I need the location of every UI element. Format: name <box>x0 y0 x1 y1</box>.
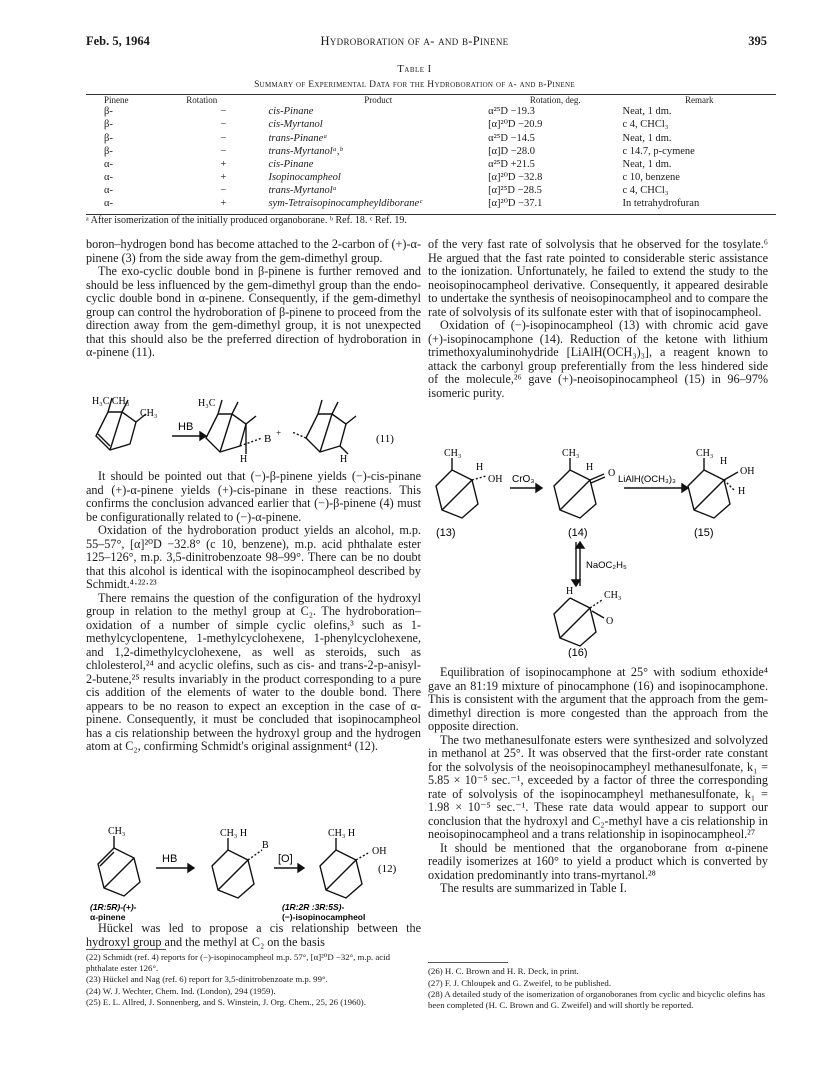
data-table <box>86 94 776 211</box>
table-cell: cis-Pinane <box>268 158 314 170</box>
table-cell: + <box>220 171 227 183</box>
table-header-row <box>86 94 776 106</box>
paragraph: Hückel was led to propose a cis relationship between the hydroxyl group and the methyl at C₂ on the basis <box>86 921 421 949</box>
table-cell: c 10, benzene <box>622 171 680 183</box>
col-header: Remark <box>685 95 714 105</box>
col-header: Rotation, deg. <box>529 95 581 105</box>
reagent-cro3: CrO₃ <box>512 474 535 485</box>
right-text-bottom <box>428 666 768 896</box>
label-plus: + <box>276 428 282 438</box>
label-oh-13: OH <box>488 474 503 485</box>
table-cell: cis-Myrtanol <box>268 119 323 131</box>
label-h-16: H <box>566 586 574 597</box>
table-cell: [α]²⁰D −20.9 <box>488 119 543 131</box>
label-oh: OH <box>372 846 387 857</box>
table-cell: cis-Pinane <box>268 106 314 118</box>
label-h3c-ch3: H₃C CH₃ <box>92 396 130 407</box>
table-cell: Neat, 1 dm. <box>622 158 672 170</box>
table-row <box>86 106 776 119</box>
footnote: (25) E. L. Allred, J. Sonnenberg, and S. Winstein, J. Org. Chem., 25, 26 (1960). <box>86 997 366 1007</box>
label-isopinocampheol-config: (1R:2R :3R:5S)- <box>282 902 345 912</box>
table-row <box>86 145 776 158</box>
paragraph: It should be pointed out that (−)-β-pinene yields (−)-cis-pinane and (+)-α-pinene yields (+)-cis-pinane in these reactions. This confirms the conclusion advanced earlier that (−)-β-pinene (4) must be configurationally related to (−)-α-pinene. <box>86 469 421 524</box>
table-cell: c 14.7, p-cymene <box>622 145 695 157</box>
label-oh-15: OH <box>740 466 755 477</box>
reagent-lialh: LiAlH(OCH₃)₃ <box>618 474 676 485</box>
label-ch3-13: CH₃ <box>444 448 462 459</box>
label-boron: B <box>262 840 269 851</box>
scheme-12-isopinocampheol <box>86 826 421 922</box>
table-cell: α- <box>104 197 113 209</box>
table-row <box>86 171 776 184</box>
label-h-1: H <box>240 454 248 464</box>
compound-number-12: (12) <box>378 863 397 875</box>
label-h-15: H <box>720 456 728 467</box>
label-ch3-b: CH₃ H <box>220 828 248 839</box>
table-cell: β- <box>104 119 113 131</box>
table-cell: α²⁵D −19.3 <box>488 106 535 118</box>
footnote: (27) F. J. Chloupek and G. Zweifel, to be published. <box>428 977 612 988</box>
label-ch3: CH₃ <box>140 408 158 419</box>
footnote: (26) H. C. Brown and H. R. Deck, in print. <box>428 966 579 976</box>
header-date: Feb. 5, 1964 <box>86 34 150 48</box>
page-number: 395 <box>748 34 767 48</box>
table-cell: trans-Myrtanolᵃ <box>268 184 337 196</box>
compound-number-11: (11) <box>376 433 394 445</box>
label-ch3-16: CH₃ <box>604 590 622 601</box>
col-header: Rotation <box>186 95 218 105</box>
table-cell: α- <box>104 171 113 183</box>
footnote: (24) W. J. Wechter, Chem. Ind. (London), 294 (1959). <box>86 985 276 996</box>
paragraph: of the very fast rate of solvolysis that he observed for the tosylate.⁶ He argued that the fast rate pointed to considerable steric assistance to the ionization. Unfortunately, he failed to extend the study to the neoisopinocampheol derivative. Consequently, it appeared desirable to undertake the synthesis of neoisopinocampheol and to compare the rate of solvolysis of its sulfonate ester with that of isopinocampheol. <box>428 237 768 319</box>
label-o-16: O <box>606 616 614 627</box>
reagent-hb: HB <box>178 421 194 433</box>
table-cell: sym-Tetraisopinocampheyldiboraneᶜ <box>268 197 422 209</box>
table-cell: − <box>220 106 227 118</box>
label-alpha-pinene: α-pinene <box>90 912 126 922</box>
table-cell: trans-Pinaneᵃ <box>268 132 328 144</box>
label-boron: B <box>264 433 272 445</box>
label-h3c: H₃C <box>198 398 216 409</box>
table-cell: − <box>220 184 227 196</box>
paragraph: Oxidation of the hydroboration product yields an alcohol, m.p. 55–57°, [α]²⁰D −32.8° (c 10, benzene), m.p. acid phthalate ester 125–126°, m.p. 3,5-dinitrobenzoate 98–99°. There can be no doubt that this alcohol is identical with the isopinocampheol described by Schmidt.⁴·²²·²³ <box>86 523 421 591</box>
table-cell: [α]D −28.0 <box>488 145 536 157</box>
paragraph: The two methanesulfonate esters were synthesized and solvolyzed in methanol at 25°. It was observed that the first-order rate constant for the solvolysis of the neoisopinocampheyl methanesulfonate, k₁ = 5.85 × 10⁻⁵ sec.⁻¹, exceeded by a factor of three the corresponding rate of solvolysis of the isopinocampheyl methanesulfonate, k₁ = 1.98 × 10⁻⁵ sec.⁻¹. These rate data would appear to support our conclusion that the hydroxyl and C₂-methyl have a cis relationship in neoisopinocampheol and a trans relationship in isopinocampheol.²⁷ <box>428 732 768 841</box>
label-ch3-top: CH₃ <box>108 826 126 837</box>
footnote: (23) Hückel and Nag (ref. 6) report for 3,5-dinitrobenzoate m.p. 99°. <box>86 974 328 984</box>
table-cell: In tetrahydrofuran <box>622 197 700 209</box>
table-cell: Neat, 1 dm. <box>622 106 672 118</box>
table-row <box>86 119 776 132</box>
table-cell: α- <box>104 184 113 196</box>
reagent-hb: HB <box>162 853 178 865</box>
table-cell: − <box>220 119 227 131</box>
label-ch3-15: CH₃ <box>696 448 714 459</box>
compound-number-16: (16) <box>568 647 588 658</box>
table-cell: Neat, 1 dm. <box>622 132 672 144</box>
table-cell: c 4, CHCl₃ <box>622 119 669 131</box>
paragraph: There remains the question of the configuration of the hydroxyl group in relation to the methyl group at C₂. The hydroboration–oxidation of a number of simple cyclic olefins,³ such as 1-methylcyclopentene, 1-methylcyclohexene, 1-phenylcyclohexene, and 1,2-dimethylcyclohexene, as well as steroids, such as chlolesterol,²⁴ and acyclic olefins, such as cis- and trans-2-p-anisyl-2-butene,²⁵ results invariably in the product corresponding to a pure cis addition of the elements of water to the double bond. There appears to be no reason to expect an exception in the case of α-pinene. Consequently, it must be concluded that isopinocampheol has a cis relationship between the hydroxyl group and the hydrogen atom at C₂, confirming Schmidt's original assignment⁴ (12). <box>86 590 421 753</box>
table-cell: − <box>220 132 227 144</box>
scheme-11-hydroboration <box>86 392 421 464</box>
compound-number-13: (13) <box>436 527 456 539</box>
label-ch3-14: CH₃ <box>562 448 580 459</box>
label-h-2: H <box>340 454 348 464</box>
right-footnotes <box>428 966 768 1011</box>
right-text-top <box>428 238 768 400</box>
table-cell: β- <box>104 132 113 144</box>
left-text-bottom <box>86 922 421 949</box>
left-footnotes <box>86 952 421 1009</box>
col-header: Pinene <box>104 95 129 105</box>
paragraph: Oxidation of (−)-isopinocampheol (13) with chromic acid gave (+)-isopinocamphone (14). Reduction of the ketone with lithium trimethoxyaluminohydride [LiAlH(OCH₃)₃], a reagent known to attack the carbonyl group preferentially from the less hindered side of the molecule,²⁶ gave (+)-neoisopinocampheol (15) in 96–97% isomeric purity. <box>428 318 768 400</box>
table-cell: + <box>220 197 227 209</box>
table-subtitle: Summary of Experimental Data for the Hydroboration of α- and β-Pinene <box>254 80 575 90</box>
paragraph: The results are summarized in Table I. <box>440 881 627 895</box>
table-cell: Isopinocampheol <box>268 171 341 183</box>
label-alpha-pinene-config: (1R:5R)-(+)- <box>90 902 137 912</box>
table-footnote: ᵃ After isomerization of the initially produced organoborane. ᵇ Ref. 18. ᶜ Ref. 19. <box>86 215 407 226</box>
table-cell: c 4, CHCl₃ <box>622 184 669 196</box>
reagent-oxidation: [O] <box>278 853 293 865</box>
table-row <box>86 184 776 197</box>
table-cell: trans-Myrtanolᵃ,ᵇ <box>268 145 343 157</box>
table-cell: β- <box>104 145 113 157</box>
table-cell: α- <box>104 158 113 170</box>
label-isopinocampheol: (−)-isopinocampheol <box>282 912 366 922</box>
scheme-13-16-oxidation-reduction <box>428 448 768 658</box>
footnote: (22) Schmidt (ref. 4) reports for (−)-isopinocampheol m.p. 57°, [α]²⁰D −32°, m.p. acid phthalate ester 126°. <box>86 952 391 973</box>
table-caption: Table I <box>397 64 432 75</box>
paragraph: It should be mentioned that the organoborane from α-pinene readily isomerizes at 160° to yield a product which is converted by oxidation predominantly into trans-myrtanol.²⁸ <box>428 840 768 882</box>
reagent-naoet: NaOC₂H₅ <box>586 560 627 571</box>
table-row <box>86 132 776 145</box>
label-h-14: H <box>586 462 594 473</box>
table-cell: α²⁵D −14.5 <box>488 132 535 144</box>
paragraph: The exo-cyclic double bond in β-pinene is further removed and should be less influenced by the gem-dimethyl group than the endo-cyclic double bond in α-pinene. Consequently, if the gem-dimethyl group can control the hydroboration of β-pinene to proceed from the direction away from the gem-dimethyl group, it is not unexpected that this should also be the preferred direction of hydroboration in α-pinene (11). <box>86 264 421 359</box>
table-cell: [α]²⁰D −37.1 <box>488 197 543 209</box>
table-cell: [α]²⁰D −32.8 <box>488 171 543 183</box>
table-cell: β- <box>104 106 113 118</box>
table-row <box>86 198 776 211</box>
footnote-rule <box>86 949 166 950</box>
compound-number-14: (14) <box>568 527 588 539</box>
table-cell: + <box>220 158 227 170</box>
label-h-13: H <box>476 462 484 473</box>
label-ch3-c: CH₃ H <box>328 828 356 839</box>
footnote-rule <box>428 962 508 963</box>
compound-number-15: (15) <box>694 527 714 539</box>
header-title: Hydroboration of α- and β-Pinene <box>320 34 509 48</box>
label-h2-15: H <box>738 486 746 497</box>
paragraph: Equilibration of isopinocamphone at 25° with sodium ethoxide⁴ gave an 81:19 mixture of pinocamphone (16) and isopinocamphone. This is consistent with the argument that the approach from the gem-dimethyl direction is more congested than the approach from the opposite direction. <box>428 665 768 733</box>
left-text-top <box>86 238 421 360</box>
label-o-14: O <box>608 468 616 479</box>
left-text-middle <box>86 470 421 754</box>
table-cell: α²⁵D +21.5 <box>488 158 535 170</box>
paragraph: boron–hydrogen bond has become attached to the 2-carbon of (+)-α-pinene (3) from the side away from the gem-dimethyl group. <box>86 237 421 265</box>
table-cell: [α]²⁵D −28.5 <box>488 184 542 196</box>
col-header: Product <box>364 95 393 105</box>
footnote: (28) A detailed study of the isomerization of organoboranes from cyclic and bicyclic olefins has been completed (H. C. Brown and G. Zweifel) and will shortly be reported. <box>428 989 765 1010</box>
table-row <box>86 158 776 171</box>
table-cell: − <box>220 145 227 157</box>
